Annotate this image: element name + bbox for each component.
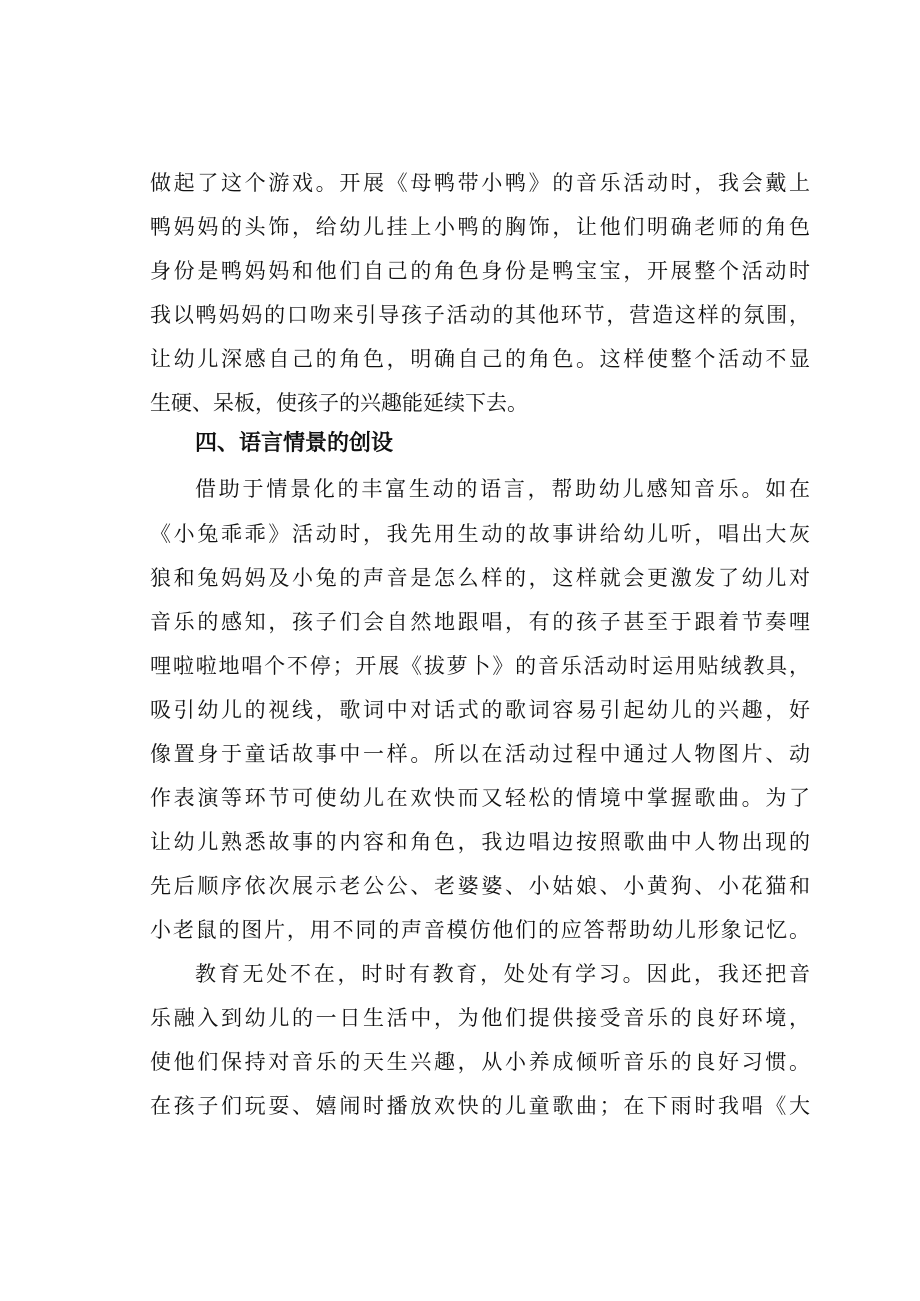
paragraph-line: 在孩子们玩耍、嬉闹时播放欢快的儿童歌曲；在下雨时我唱《大: [150, 1094, 810, 1118]
paragraph-line: 音乐的感知，孩子们会自然地跟唱，有的孩子甚至于跟着节奏哩: [150, 610, 810, 634]
paragraph-line: 鸭妈妈的头饰，给幼儿挂上小鸭的胸饰，让他们明确老师的角色: [150, 215, 810, 239]
paragraph-line: 让幼儿深感自己的角色，明确自己的角色。这样使整个活动不显: [150, 347, 810, 371]
paragraph-line: 使他们保持对音乐的天生兴趣，从小养成倾听音乐的良好习惯。: [150, 1050, 810, 1074]
paragraph-line: 《小兔乖乖》活动时，我先用生动的故事讲给幼儿听，唱出大灰: [150, 522, 810, 546]
section-heading: 四、语言情景的创设: [195, 431, 394, 456]
paragraph-line: 我以鸭妈妈的口吻来引导孩子活动的其他环节，营造这样的氛围，: [150, 303, 810, 327]
paragraph-line: 借助于情景化的丰富生动的语言，帮助幼儿感知音乐。如在: [195, 477, 810, 501]
paragraph-line: 像置身于童话故事中一样。所以在活动过程中通过人物图片、动: [150, 742, 810, 766]
paragraph-line: 让幼儿熟悉故事的内容和角色，我边唱边按照歌曲中人物出现的: [150, 830, 810, 854]
paragraph-line: 做起了这个游戏。开展《母鸭带小鸭》的音乐活动时，我会戴上: [150, 171, 810, 195]
paragraph-line: 教育无处不在，时时有教育，处处有学习。因此，我还把音: [195, 962, 810, 986]
paragraph-line: 狼和兔妈妈及小兔的声音是怎么样的，这样就会更激发了幼儿对: [150, 566, 810, 590]
paragraph-line: 哩啦啦地唱个不停；开展《拔萝卜》的音乐活动时运用贴绒教具，: [150, 654, 810, 678]
paragraph-line: 身份是鸭妈妈和他们自己的角色身份是鸭宝宝，开展整个活动时: [150, 259, 810, 283]
paragraph-line: 生硬、呆板，使孩子的兴趣能延续下去。: [150, 391, 528, 415]
paragraph-line: 吸引幼儿的视线，歌词中对话式的歌词容易引起幼儿的兴趣，好: [150, 698, 810, 722]
paragraph-line: 乐融入到幼儿的一日生活中，为他们提供接受音乐的良好环境，: [150, 1006, 810, 1030]
paragraph-line: 小老鼠的图片，用不同的声音模仿他们的应答帮助幼儿形象记忆。: [150, 918, 810, 942]
paragraph-line: 先后顺序依次展示老公公、老婆婆、小姑娘、小黄狗、小花猫和: [150, 874, 810, 898]
paragraph-line: 作表演等环节可使幼儿在欢快而又轻松的情境中掌握歌曲。为了: [150, 786, 810, 810]
